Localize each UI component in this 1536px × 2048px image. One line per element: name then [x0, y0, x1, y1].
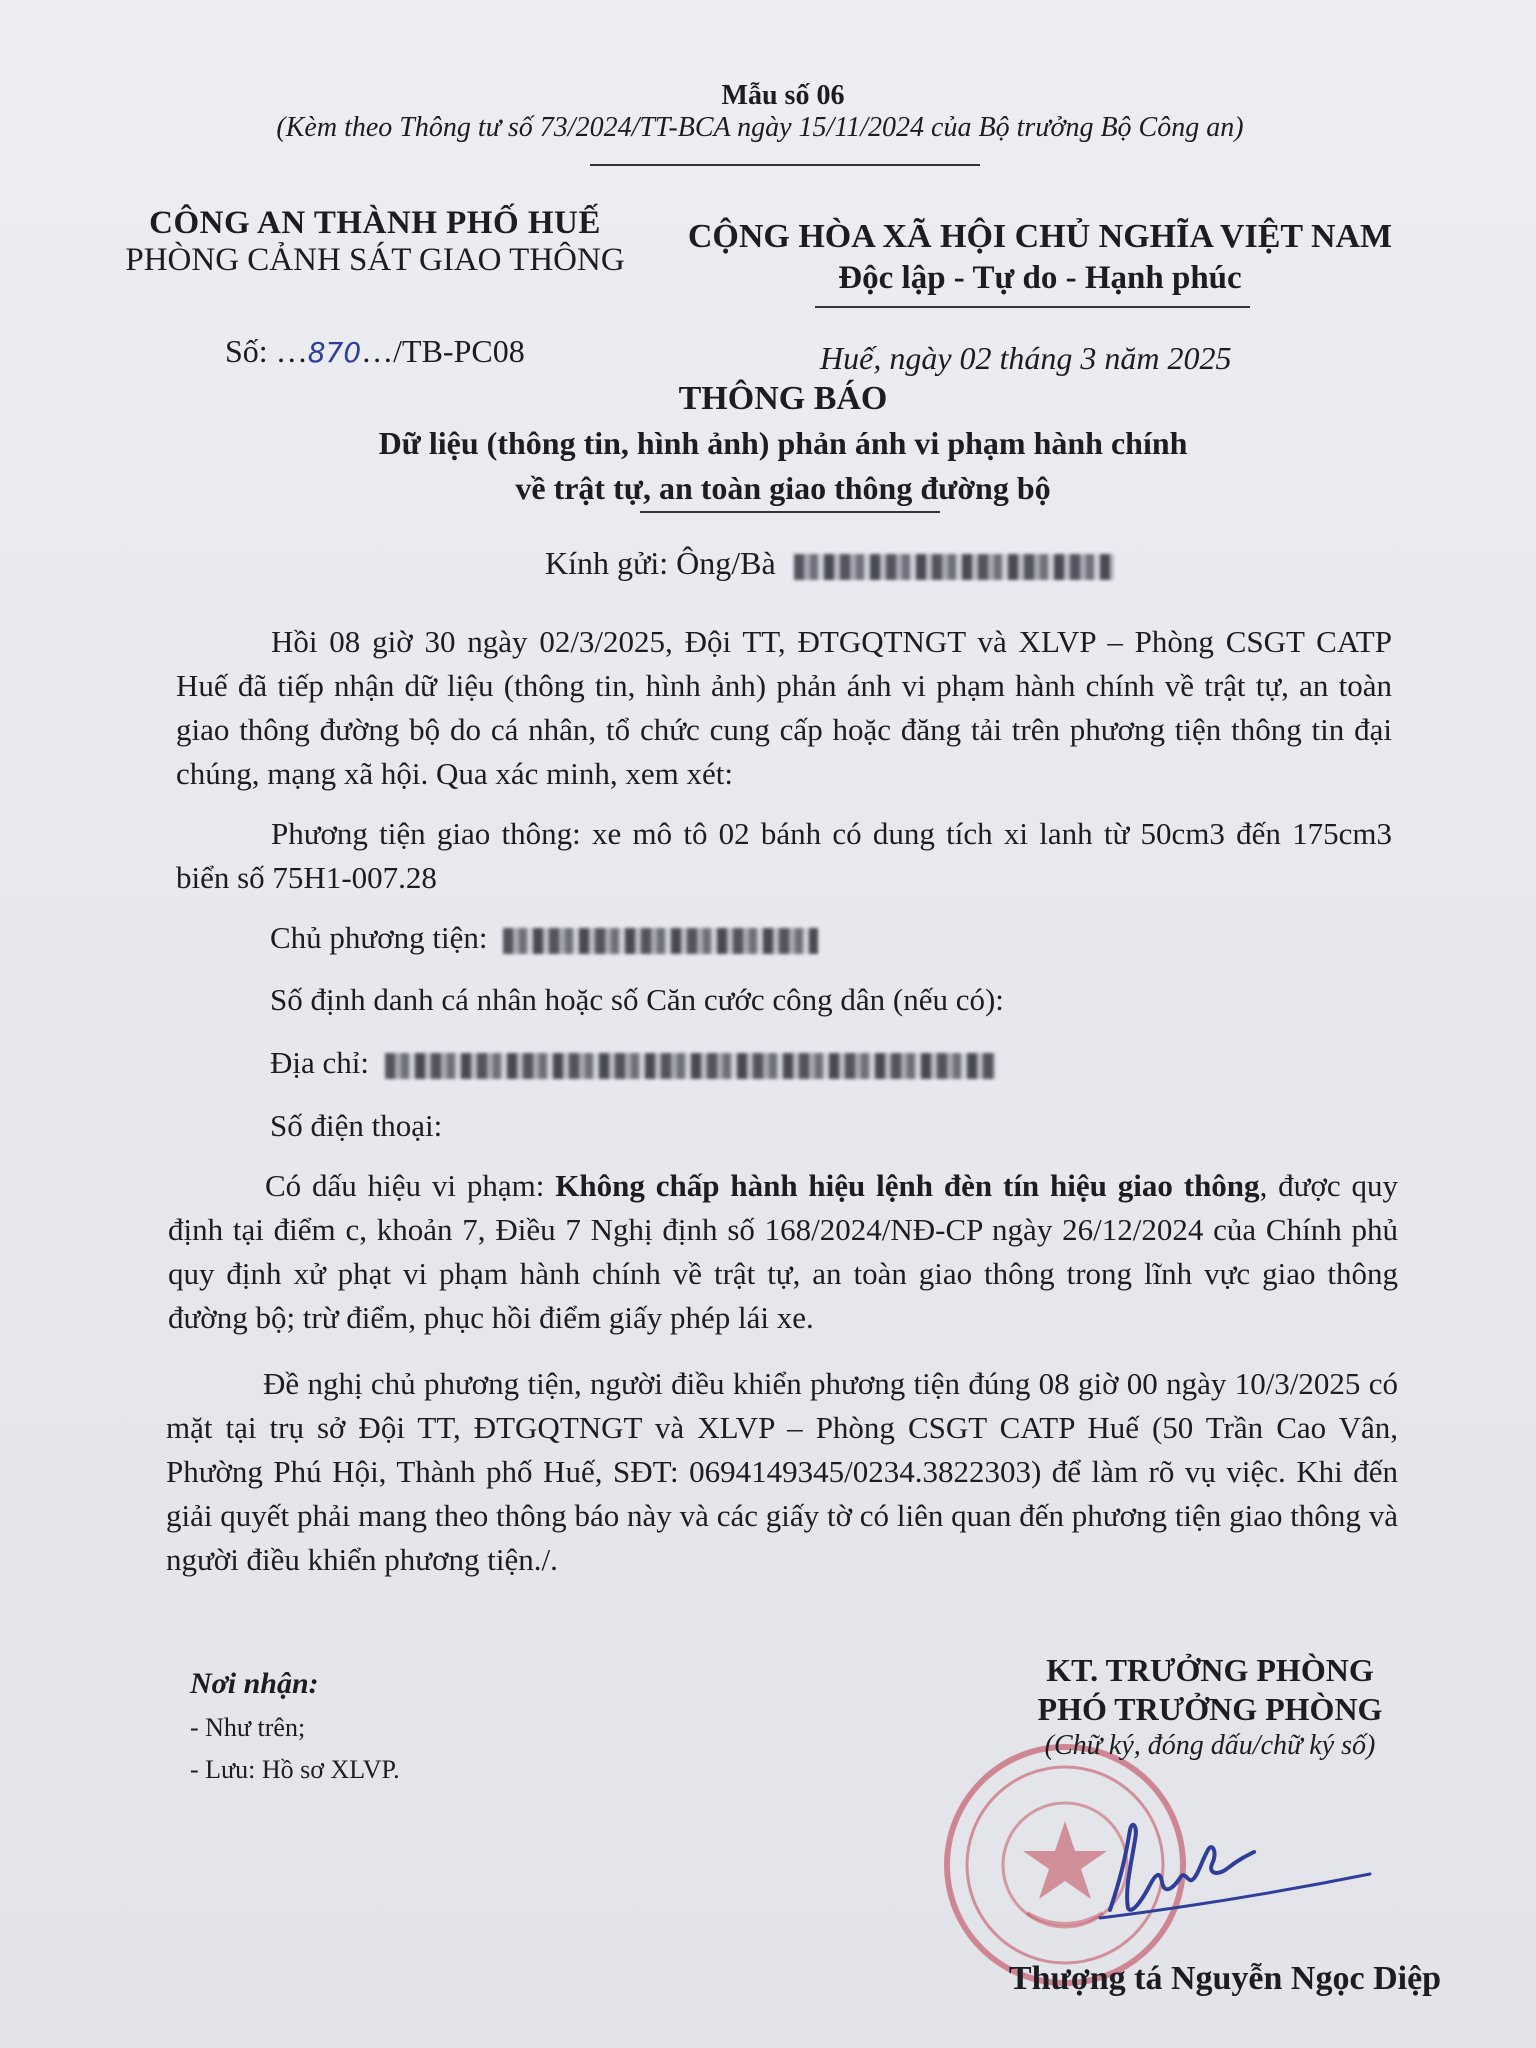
nation-header	[670, 218, 1410, 297]
nation-motto: Độc lập - Tự do - Hạnh phúc	[838, 260, 1242, 296]
violation-description: Không chấp hành hiệu lệnh đèn tín hiệu giao thông	[555, 1168, 1260, 1203]
signer-role-deputy: PHÓ TRƯỞNG PHÒNG	[1037, 1691, 1383, 1727]
recipient-label: Kính gửi: Ông/Bà	[545, 545, 776, 581]
motto-underline	[815, 306, 1250, 308]
redacted-owner	[503, 928, 818, 954]
title-underline	[640, 511, 940, 513]
signature-block	[980, 1652, 1440, 1762]
violation-legal-basis: , được quy định tại điểm c, khoản 7, Điều 7 Nghị định số 168/2024/NĐ-CP ngày 26/12/2024 của Chính phủ quy định xử phạt vi phạm hành chính về trật tự, an toàn giao thông trong lĩnh vực giao thông đường bộ; trừ điểm, phục hồi điểm giấy phép lái xe.	[168, 1168, 1399, 1335]
phone-line: Số điện thoại:	[270, 1108, 443, 1143]
form-title: Mẫu số 06	[721, 80, 845, 111]
recipient-item: - Lưu: Hồ sơ XLVP.	[190, 1755, 400, 1784]
redacted-address	[385, 1053, 995, 1079]
form-divider	[590, 164, 980, 166]
recipients-title: Nơi nhận:	[190, 1667, 319, 1700]
paragraph-vehicle: Phương tiện giao thông: xe mô tô 02 bánh có dung tích xi lanh từ 50cm3 đến 175cm3 biển số 75H1-007.28	[176, 816, 1392, 895]
place-date: Huế, ngày 02 tháng 3 năm 2025	[820, 340, 1232, 376]
handwritten-signature	[1080, 1790, 1380, 1930]
number-handwritten: 870	[307, 336, 362, 369]
nation-name: CỘNG HÒA XÃ HỘI CHỦ NGHĨA VIỆT NAM	[687, 218, 1393, 255]
paragraph-violation	[168, 1164, 1398, 1340]
number-prefix: Số: …	[225, 333, 308, 369]
recipient-line	[545, 545, 1114, 582]
agency-header	[95, 205, 655, 279]
signer-name: Thượng tá Nguyễn Ngọc Diệp	[1008, 1960, 1442, 1997]
form-reference: (Kèm theo Thông tư số 73/2024/TT-BCA ngày 15/11/2024 của Bộ trưởng Bộ Công an)	[276, 112, 1244, 143]
redacted-recipient-name	[794, 554, 1114, 580]
document-subtitle-line2: về trật tự, an toàn giao thông đường bộ	[515, 470, 1051, 506]
document-number	[225, 333, 525, 370]
signer-role-primary: KT. TRƯỞNG PHÒNG	[1046, 1652, 1374, 1688]
agency-department: PHÒNG CẢNH SÁT GIAO THÔNG	[125, 242, 625, 278]
owner-label: Chủ phương tiện:	[270, 920, 488, 955]
recipients-block	[190, 1667, 400, 1791]
id-number-line: Số định danh cá nhân hoặc số Căn cước công dân (nếu có):	[270, 982, 1004, 1017]
number-suffix: …/TB-PC08	[361, 333, 525, 369]
agency-name: CÔNG AN THÀNH PHỐ HUẾ	[149, 205, 601, 241]
address-label: Địa chỉ:	[270, 1045, 369, 1080]
recipient-item: - Như trên;	[190, 1713, 306, 1742]
violation-lead: Có dấu hiệu vi phạm:	[265, 1168, 556, 1203]
document-title: THÔNG BÁO	[678, 380, 888, 417]
owner-line	[270, 920, 818, 956]
signature-note: (Chữ ký, đóng dấu/chữ ký số)	[1044, 1730, 1376, 1761]
document-subtitle-line1: Dữ liệu (thông tin, hình ảnh) phản ánh vi phạm hành chính	[378, 425, 1188, 461]
paragraph-receipt: Hồi 08 giờ 30 ngày 02/3/2025, Đội TT, ĐTGQTNGT và XLVP – Phòng CSGT CATP Huế đã tiếp nhận dữ liệu (thông tin, hình ảnh) phản ánh vi phạm hành chính về trật tự, an toàn giao thông đường bộ do cá nhân, tổ chức cung cấp hoặc đăng tải trên phương tiện thông tin đại chúng, mạng xã hội. Qua xác minh, xem xét:	[176, 624, 1392, 791]
address-line	[270, 1045, 995, 1081]
paragraph-request: Đề nghị chủ phương tiện, người điều khiển phương tiện đúng 08 giờ 00 ngày 10/3/2025 có mặt tại trụ sở Đội TT, ĐTGQTNGT và XLVP – Phòng CSGT CATP Huế (50 Trần Cao Vân, Phường Phú Hội, Thành phố Huế, SĐT: 0694149345/0234.3822303) để làm rõ vụ việc. Khi đến giải quyết phải mang theo thông báo này và các giấy tờ có liên quan đến phương tiện giao thông và người điều khiển phương tiện./.	[166, 1366, 1398, 1577]
